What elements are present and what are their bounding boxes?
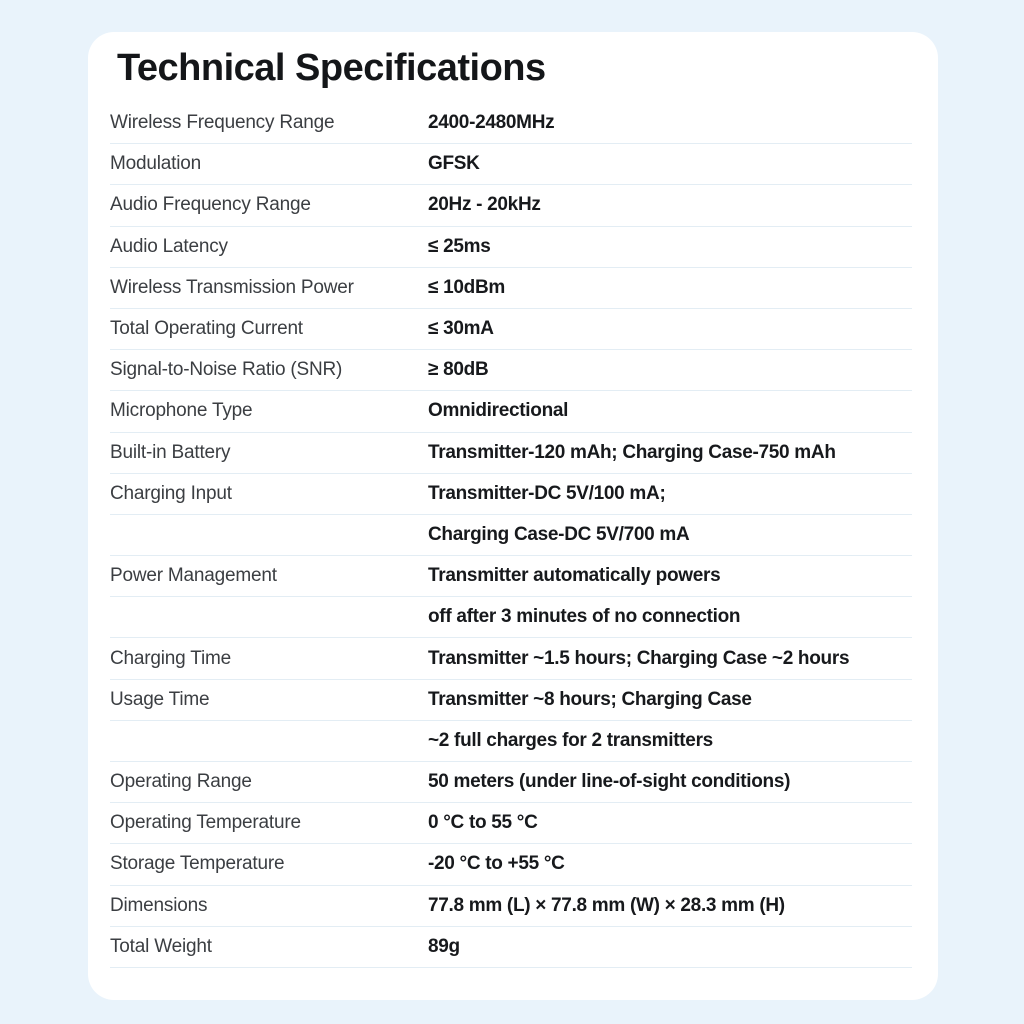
page-title: Technical Specifications	[117, 47, 546, 89]
table-row	[110, 803, 912, 844]
table-row	[110, 227, 912, 268]
spec-value: Transmitter ~8 hours; Charging Case	[428, 688, 752, 710]
spec-value: 0 °C to 55 °C	[428, 812, 538, 834]
spec-label: Operating Temperature	[110, 812, 301, 834]
spec-value: 77.8 mm (L) × 77.8 mm (W) × 28.3 mm (H)	[428, 894, 785, 916]
table-row	[110, 268, 912, 309]
spec-label: Wireless Transmission Power	[110, 276, 354, 298]
spec-label: Total Operating Current	[110, 318, 303, 340]
table-row	[110, 350, 912, 391]
spec-label: Charging Input	[110, 482, 232, 504]
table-row	[110, 433, 912, 474]
table-row	[110, 391, 912, 432]
spec-card	[88, 32, 938, 1000]
spec-value: Transmitter automatically powers	[428, 565, 721, 587]
spec-value: ≤ 30mA	[428, 318, 494, 340]
table-row	[110, 844, 912, 885]
spec-value: ≥ 80dB	[428, 359, 489, 381]
spec-value: -20 °C to +55 °C	[428, 853, 565, 875]
table-row	[110, 927, 912, 968]
spec-label: Modulation	[110, 153, 201, 175]
spec-label: Signal-to-Noise Ratio (SNR)	[110, 359, 343, 381]
spec-value: GFSK	[428, 153, 480, 175]
spec-label: Charging Time	[110, 647, 231, 669]
spec-label: Microphone Type	[110, 400, 253, 422]
table-row	[110, 144, 912, 185]
spec-value: 20Hz - 20kHz	[428, 194, 541, 216]
spec-value: off after 3 minutes of no connection	[428, 606, 741, 628]
spec-value: 2400-2480MHz	[428, 112, 555, 134]
table-row	[110, 309, 912, 350]
spec-label: Audio Latency	[110, 235, 228, 257]
table-row	[110, 638, 912, 679]
spec-value: ≤ 10dBm	[428, 276, 505, 298]
spec-label: Dimensions	[110, 894, 208, 916]
table-row	[110, 474, 912, 515]
table-row	[110, 721, 912, 762]
spec-value: Transmitter-120 mAh; Charging Case-750 mAh	[428, 441, 836, 463]
table-row	[110, 597, 912, 638]
table-row	[110, 762, 912, 803]
spec-value: 50 meters (under line-of-sight conditions)	[428, 771, 791, 793]
spec-value: ≤ 25ms	[428, 235, 491, 257]
spec-table	[110, 103, 912, 968]
spec-value: Transmitter-DC 5V/100 mA;	[428, 482, 666, 504]
spec-value: ~2 full charges for 2 transmitters	[428, 729, 713, 751]
spec-value: 89g	[428, 935, 460, 957]
spec-label: Operating Range	[110, 771, 252, 793]
spec-label: Power Management	[110, 565, 277, 587]
spec-label: Storage Temperature	[110, 853, 285, 875]
table-row	[110, 556, 912, 597]
table-row	[110, 680, 912, 721]
table-row	[110, 515, 912, 556]
spec-label: Usage Time	[110, 688, 210, 710]
spec-value: Omnidirectional	[428, 400, 569, 422]
spec-label: Built-in Battery	[110, 441, 231, 463]
spec-label: Total Weight	[110, 935, 212, 957]
spec-label: Wireless Frequency Range	[110, 112, 335, 134]
spec-label: Audio Frequency Range	[110, 194, 311, 216]
table-row	[110, 886, 912, 927]
spec-value: Charging Case-DC 5V/700 mA	[428, 523, 690, 545]
spec-value: Transmitter ~1.5 hours; Charging Case ~2 hours	[428, 647, 850, 669]
table-row	[110, 103, 912, 144]
table-row	[110, 185, 912, 226]
